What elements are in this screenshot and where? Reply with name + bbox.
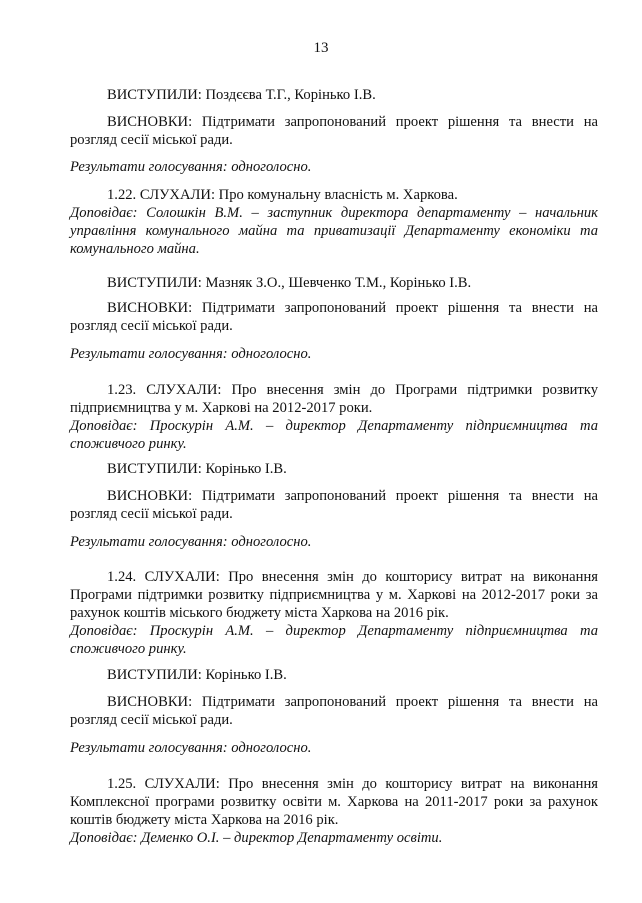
text-line: Програми підтримки розвитку підприємництва у м. Харкові на 2012-2017 роки за — [70, 587, 598, 603]
text-line: ВИСНОВКИ: Підтримати запропонований проект рішення та внести на — [107, 488, 598, 504]
text-line: ВИСНОВКИ: Підтримати запропонований проект рішення та внести на — [107, 694, 598, 710]
text-line: Результати голосування: одноголосно. — [70, 534, 312, 550]
paragraph — [70, 113, 598, 149]
text-line: Доповідає: Солошкін В.М. – заступник директора департаменту – начальник — [70, 205, 598, 221]
paragraph — [70, 158, 598, 176]
text-line: ВИСТУПИЛИ: Корінько І.В. — [107, 461, 287, 477]
text-line: ВИСТУПИЛИ: Мазняк З.О., Шевченко Т.М., Корінько І.В. — [107, 275, 472, 291]
paragraph — [70, 299, 598, 335]
text-line: 1.22. СЛУХАЛИ: Про комунальну власність м. Харкова. — [107, 187, 458, 203]
text-line: ВИСНОВКИ: Підтримати запропонований проект рішення та внести на — [107, 114, 598, 130]
text-line: Доповідає: Проскурін А.М. – директор Департаменту підприємництва та — [70, 623, 598, 639]
paragraph — [70, 739, 598, 757]
text-line: 1.24. СЛУХАЛИ: Про внесення змін до кошторису витрат на виконання — [107, 569, 598, 585]
text-line: 1.23. СЛУХАЛИ: Про внесення змін до Програми підтримки розвитку — [107, 382, 598, 398]
paragraph — [70, 460, 598, 478]
paragraph — [70, 693, 598, 729]
text-line: комунального майна. — [70, 241, 200, 257]
text-line: ВИСТУПИЛИ: Корінько І.В. — [107, 667, 287, 683]
text-line: споживчого ринку. — [70, 641, 187, 657]
text-line: 1.25. СЛУХАЛИ: Про внесення змін до кошторису витрат на виконання — [107, 776, 598, 792]
text-line: споживчого ринку. — [70, 436, 187, 452]
text-line: ВИСТУПИЛИ: Поздєєва Т.Г., Корінько І.В. — [107, 87, 376, 103]
text-line: ВИСНОВКИ: Підтримати запропонований проект рішення та внести на — [107, 300, 598, 316]
text-line: розгляд сесії міської ради. — [70, 712, 233, 728]
text-line: Доповідає: Деменко О.І. – директор Департаменту освіти. — [70, 830, 443, 846]
paragraph — [70, 86, 598, 104]
text-line: рахунок коштів міського бюджету міста Харкова на 2016 рік. — [70, 605, 449, 621]
text-line: управління комунального майна та приватизації Департаменту економіки та — [70, 223, 598, 239]
paragraph — [70, 274, 598, 292]
paragraph — [70, 345, 598, 363]
text-line: Результати голосування: одноголосно. — [70, 740, 312, 756]
text-line: Доповідає: Проскурін А.М. – директор Департаменту підприємництва та — [70, 418, 598, 434]
page-number: 13 — [313, 40, 329, 56]
text-line: Результати голосування: одноголосно. — [70, 159, 312, 175]
paragraph — [70, 533, 598, 551]
text-line: розгляд сесії міської ради. — [70, 318, 233, 334]
text-line: підприємництва у м. Харкові на 2012-2017 роки. — [70, 400, 373, 416]
text-line: розгляд сесії міської ради. — [70, 506, 233, 522]
paragraph — [70, 381, 598, 453]
text-line: коштів бюджету міста Харкова на 2016 рік. — [70, 812, 339, 828]
paragraph — [70, 487, 598, 523]
paragraph — [70, 666, 598, 684]
text-line: Комплексної програми розвитку освіти м. Харкова на 2011-2017 роки за рахунок — [70, 794, 598, 810]
paragraph — [70, 568, 598, 658]
paragraph — [70, 186, 598, 258]
text-line: Результати голосування: одноголосно. — [70, 346, 312, 362]
paragraph — [70, 775, 598, 847]
text-line: розгляд сесії міської ради. — [70, 132, 233, 148]
